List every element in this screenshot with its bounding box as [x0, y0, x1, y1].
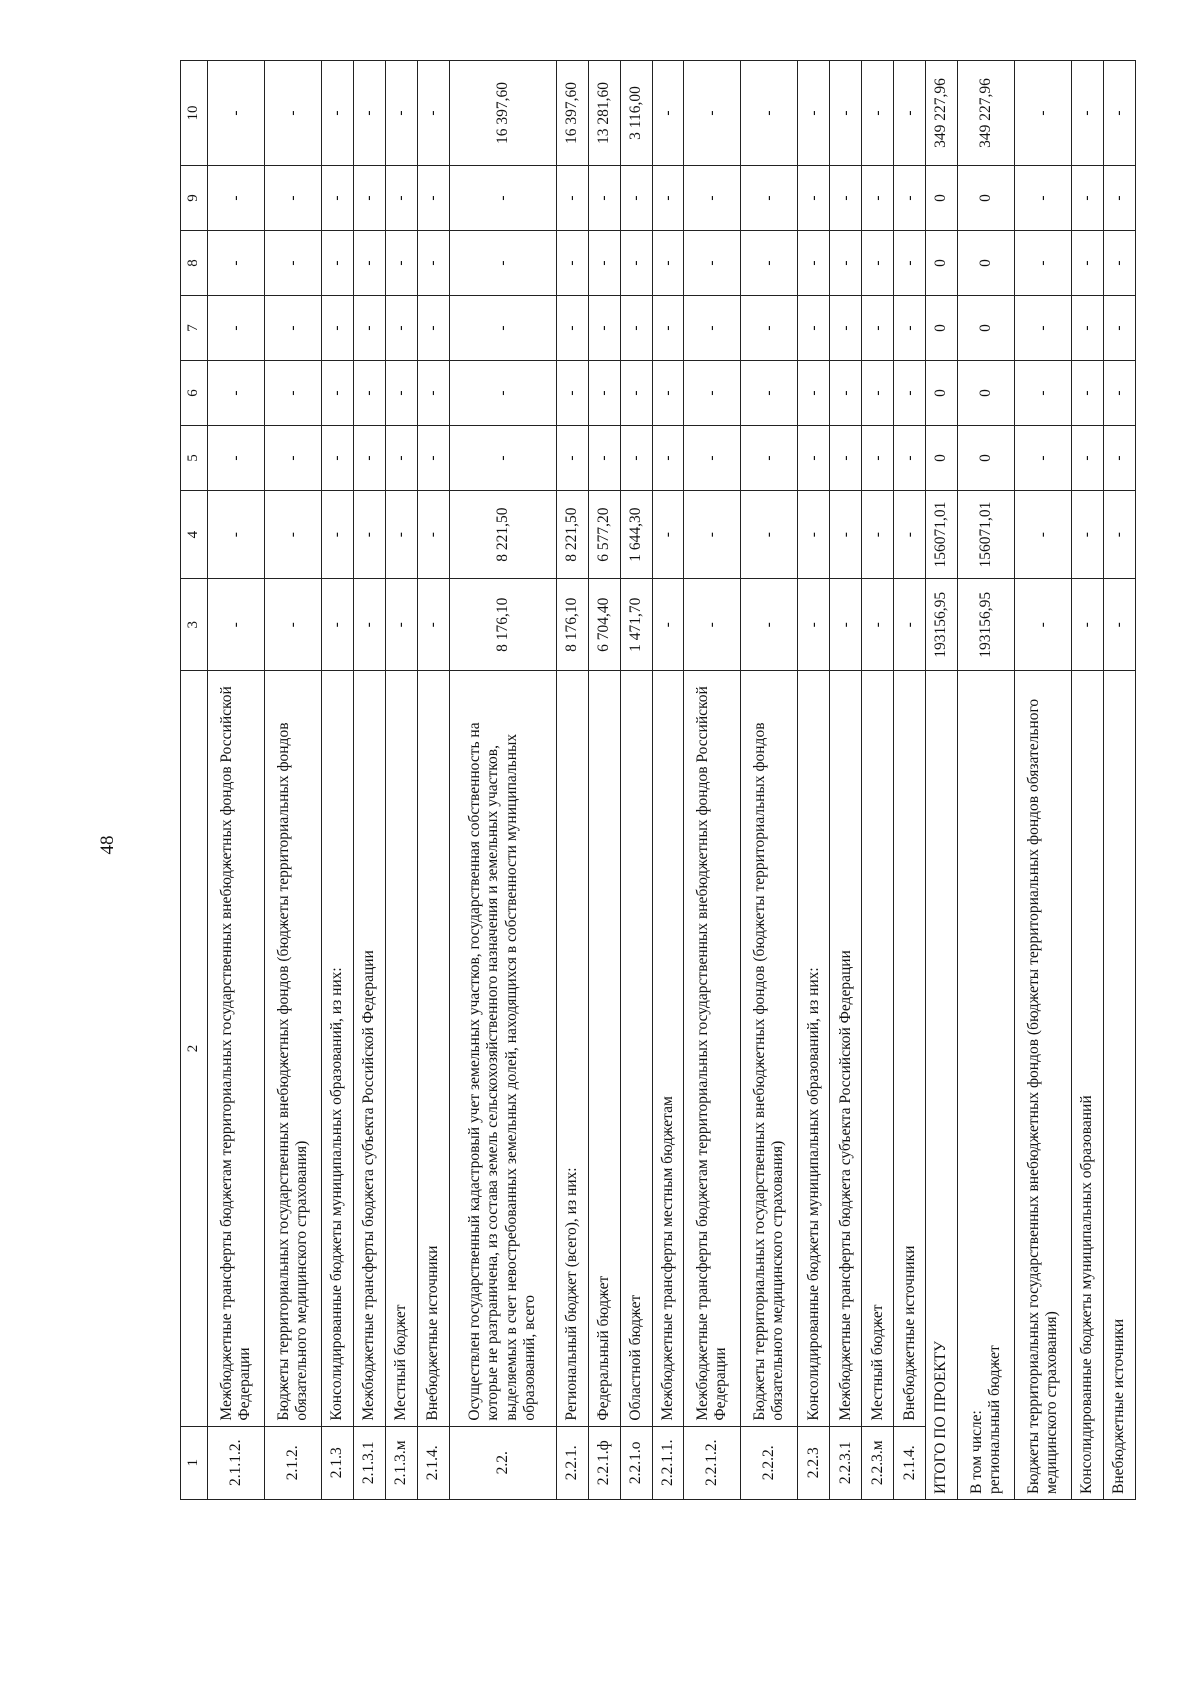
table-row [620, 61, 652, 1500]
value-cell: - [556, 165, 588, 230]
value-cell: - [1103, 61, 1135, 166]
row-description: Внебюджетные источники [417, 671, 449, 1426]
table-row [798, 61, 830, 1500]
row-description: Консолидированные бюджеты муниципальных образований, из них: [798, 671, 830, 1426]
value-cell: - [1015, 426, 1072, 491]
value-cell: - [830, 61, 862, 166]
value-cell: - [1072, 491, 1104, 579]
value-cell: - [385, 579, 417, 671]
value-cell: - [620, 296, 652, 361]
value-cell: - [588, 165, 620, 230]
value-cell: - [1103, 579, 1135, 671]
value-cell: 1 471,70 [620, 579, 652, 671]
total-row-description: Бюджеты территориальных государственных внебюджетных фондов (бюджеты территориальных фондов обязательного медицинского страхования) [1015, 671, 1072, 1500]
value-cell: - [684, 296, 741, 361]
value-cell: - [264, 165, 321, 230]
value-cell: 349 227,96 [958, 61, 1015, 166]
value-cell: - [862, 361, 894, 426]
table-row [208, 61, 265, 1500]
value-cell: - [894, 230, 926, 295]
value-cell: - [830, 491, 862, 579]
value-cell: 0 [926, 361, 958, 426]
value-cell: - [684, 165, 741, 230]
row-description: Консолидированные бюджеты муниципальных образований, из них: [321, 671, 353, 1426]
value-cell: - [556, 426, 588, 491]
value-cell: - [385, 426, 417, 491]
value-cell: - [652, 61, 684, 166]
value-cell: - [741, 426, 798, 491]
value-cell: 8 176,10 [449, 579, 556, 671]
value-cell: 0 [958, 426, 1015, 491]
value-cell: - [652, 361, 684, 426]
value-cell: - [620, 165, 652, 230]
row-code: 2.1.2. [264, 1426, 321, 1499]
value-cell: - [1015, 61, 1072, 166]
value-cell: - [264, 61, 321, 166]
value-cell: - [684, 579, 741, 671]
total-row-description: Консолидированные бюджеты муниципальных образований [1072, 671, 1104, 1500]
value-cell: - [556, 296, 588, 361]
value-cell: - [385, 165, 417, 230]
value-cell: - [1015, 296, 1072, 361]
value-cell: - [264, 491, 321, 579]
value-cell: - [830, 361, 862, 426]
value-cell: - [417, 426, 449, 491]
value-cell: - [652, 165, 684, 230]
budget-table-container [180, 60, 1136, 1500]
row-description: Бюджеты территориальных государственных внебюджетных фондов (бюджеты территориальных фондов обязательного медицинского страхования) [741, 671, 798, 1426]
value-cell: - [620, 426, 652, 491]
value-cell: - [830, 296, 862, 361]
row-description: Межбюджетные трансферты бюджета субъекта Российской Федерации [830, 671, 862, 1426]
row-code: 2.2.1.о [620, 1426, 652, 1499]
value-cell: 0 [958, 296, 1015, 361]
value-cell: - [684, 230, 741, 295]
value-cell: - [1072, 230, 1104, 295]
value-cell: - [1072, 426, 1104, 491]
value-cell: - [830, 230, 862, 295]
value-cell: - [1015, 491, 1072, 579]
table-row [385, 61, 417, 1500]
value-cell: - [1072, 61, 1104, 166]
column-header: 9 [181, 165, 208, 230]
value-cell: - [1103, 230, 1135, 295]
value-cell: - [862, 61, 894, 166]
value-cell: 0 [926, 230, 958, 295]
value-cell: - [449, 426, 556, 491]
row-description: Областной бюджет [620, 671, 652, 1426]
total-row [1103, 61, 1135, 1500]
total-row [958, 61, 1015, 1500]
value-cell: 193156,95 [926, 579, 958, 671]
value-cell: 6 577,20 [588, 491, 620, 579]
row-code: 2.2.3 [798, 1426, 830, 1499]
value-cell: - [208, 361, 265, 426]
value-cell: 0 [958, 165, 1015, 230]
value-cell: - [264, 426, 321, 491]
value-cell: 3 116,00 [620, 61, 652, 166]
value-cell: - [264, 579, 321, 671]
value-cell: - [798, 61, 830, 166]
value-cell: - [208, 165, 265, 230]
total-row [1015, 61, 1072, 1500]
value-cell: - [684, 426, 741, 491]
value-cell: - [417, 296, 449, 361]
column-header: 8 [181, 230, 208, 295]
row-description: Местный бюджет [862, 671, 894, 1426]
table-row [556, 61, 588, 1500]
column-header: 7 [181, 296, 208, 361]
value-cell: - [321, 230, 353, 295]
value-cell: - [652, 426, 684, 491]
value-cell: - [208, 61, 265, 166]
row-description: Межбюджетные трансферты бюджета субъекта Российской Федерации [353, 671, 385, 1426]
value-cell: - [620, 361, 652, 426]
table-row [264, 61, 321, 1500]
row-code: 2.2.3.1 [830, 1426, 862, 1499]
value-cell: - [1103, 296, 1135, 361]
value-cell: - [741, 491, 798, 579]
row-code: 2.1.4. [894, 1426, 926, 1499]
row-code: 2.1.3.1 [353, 1426, 385, 1499]
value-cell: - [353, 296, 385, 361]
column-header: 10 [181, 61, 208, 166]
value-cell: - [798, 296, 830, 361]
value-cell: - [417, 361, 449, 426]
value-cell: - [208, 426, 265, 491]
value-cell: - [264, 296, 321, 361]
value-cell: 1 644,30 [620, 491, 652, 579]
value-cell: - [652, 579, 684, 671]
value-cell: - [417, 491, 449, 579]
value-cell: - [321, 61, 353, 166]
total-row-description: В том числе: региональный бюджет [958, 671, 1015, 1500]
value-cell: - [556, 361, 588, 426]
value-cell: - [830, 426, 862, 491]
total-row [1072, 61, 1104, 1500]
value-cell: - [862, 491, 894, 579]
value-cell: - [684, 61, 741, 166]
value-cell: - [321, 361, 353, 426]
value-cell: - [449, 361, 556, 426]
table-row [830, 61, 862, 1500]
row-code: 2.1.1.2. [208, 1426, 265, 1499]
value-cell: - [588, 296, 620, 361]
value-cell: - [741, 230, 798, 295]
row-description: Федеральный бюджет [588, 671, 620, 1426]
row-description: Межбюджетные трансферты местным бюджетам [652, 671, 684, 1426]
value-cell: - [1015, 579, 1072, 671]
value-cell: - [894, 491, 926, 579]
row-code: 2.2.1.1. [652, 1426, 684, 1499]
value-cell: - [894, 361, 926, 426]
value-cell: - [588, 230, 620, 295]
row-description: Межбюджетные трансферты бюджетам территориальных государственных внебюджетных фондов Российской Федерации [208, 671, 265, 1426]
value-cell: - [620, 230, 652, 295]
value-cell: - [321, 296, 353, 361]
table-row [894, 61, 926, 1500]
value-cell: - [894, 579, 926, 671]
value-cell: - [798, 491, 830, 579]
value-cell: - [862, 165, 894, 230]
value-cell: - [353, 230, 385, 295]
value-cell: - [741, 165, 798, 230]
value-cell: 193156,95 [958, 579, 1015, 671]
value-cell: - [385, 61, 417, 166]
value-cell: - [1072, 361, 1104, 426]
value-cell: 8 176,10 [556, 579, 588, 671]
value-cell: - [798, 426, 830, 491]
value-cell: - [385, 361, 417, 426]
value-cell: - [894, 165, 926, 230]
value-cell: - [385, 230, 417, 295]
table-row [862, 61, 894, 1500]
value-cell: 0 [926, 165, 958, 230]
value-cell: - [1103, 426, 1135, 491]
value-cell: - [588, 426, 620, 491]
column-header: 5 [181, 426, 208, 491]
value-cell: - [208, 491, 265, 579]
value-cell: - [798, 361, 830, 426]
value-cell: - [862, 230, 894, 295]
value-cell: - [862, 296, 894, 361]
value-cell: - [417, 61, 449, 166]
row-code: 2.2.1.ф [588, 1426, 620, 1499]
total-row-description: Внебюджетные источники [1103, 671, 1135, 1500]
value-cell: - [264, 230, 321, 295]
table-row [321, 61, 353, 1500]
row-description: Местный бюджет [385, 671, 417, 1426]
value-cell: 0 [958, 230, 1015, 295]
value-cell: - [321, 426, 353, 491]
row-description: Межбюджетные трансферты бюджетам территориальных государственных внебюджетных фондов Российской Федерации [684, 671, 741, 1426]
value-cell: - [1103, 491, 1135, 579]
value-cell: - [741, 579, 798, 671]
value-cell: 8 221,50 [556, 491, 588, 579]
value-cell: - [208, 296, 265, 361]
value-cell: - [417, 165, 449, 230]
value-cell: - [264, 361, 321, 426]
table-row [741, 61, 798, 1500]
value-cell: - [894, 426, 926, 491]
table-row [652, 61, 684, 1500]
value-cell: - [1072, 579, 1104, 671]
value-cell: - [684, 361, 741, 426]
table-row [449, 61, 556, 1500]
value-cell: - [798, 230, 830, 295]
value-cell: - [588, 361, 620, 426]
value-cell: 16 397,60 [556, 61, 588, 166]
row-code: 2.2.1. [556, 1426, 588, 1499]
table-row [684, 61, 741, 1500]
row-description: Бюджеты территориальных государственных внебюджетных фондов (бюджеты территориальных фондов обязательного медицинского страхования) [264, 671, 321, 1426]
value-cell: - [353, 426, 385, 491]
table-row [417, 61, 449, 1500]
column-header: 6 [181, 361, 208, 426]
value-cell: - [741, 361, 798, 426]
value-cell: - [449, 230, 556, 295]
value-cell: - [385, 491, 417, 579]
value-cell: - [894, 296, 926, 361]
row-code: 2.1.3.м [385, 1426, 417, 1499]
header-row [181, 61, 208, 1500]
value-cell: - [894, 61, 926, 166]
value-cell: - [1103, 361, 1135, 426]
value-cell: - [1072, 165, 1104, 230]
value-cell: - [353, 61, 385, 166]
value-cell: - [830, 165, 862, 230]
value-cell: - [652, 230, 684, 295]
value-cell: 8 221,50 [449, 491, 556, 579]
total-row [926, 61, 958, 1500]
value-cell: - [417, 230, 449, 295]
value-cell: 349 227,96 [926, 61, 958, 166]
value-cell: - [741, 61, 798, 166]
row-description: Внебюджетные источники [894, 671, 926, 1426]
value-cell: - [1015, 230, 1072, 295]
value-cell: - [449, 296, 556, 361]
value-cell: 16 397,60 [449, 61, 556, 166]
value-cell: - [1015, 165, 1072, 230]
row-code: 2.2.3.м [862, 1426, 894, 1499]
value-cell: 0 [926, 296, 958, 361]
value-cell: - [652, 296, 684, 361]
value-cell: - [1015, 361, 1072, 426]
value-cell: - [353, 361, 385, 426]
page-number: 48 [97, 835, 118, 855]
value-cell: - [741, 296, 798, 361]
value-cell: 156071,01 [926, 491, 958, 579]
table-body [208, 61, 1136, 1500]
column-header: 2 [181, 671, 208, 1426]
value-cell: - [556, 230, 588, 295]
row-code: 2.2.2. [741, 1426, 798, 1499]
value-cell: - [862, 426, 894, 491]
value-cell: - [862, 579, 894, 671]
row-code: 2.1.4. [417, 1426, 449, 1499]
column-header: 3 [181, 579, 208, 671]
value-cell: - [830, 579, 862, 671]
row-code: 2.2. [449, 1426, 556, 1499]
total-row-description: ИТОГО ПО ПРОЕКТУ [926, 671, 958, 1500]
value-cell: - [449, 165, 556, 230]
row-code: 2.1.3 [321, 1426, 353, 1499]
column-header: 4 [181, 491, 208, 579]
value-cell: 156071,01 [958, 491, 1015, 579]
value-cell: - [208, 230, 265, 295]
value-cell: - [652, 491, 684, 579]
value-cell: 0 [926, 426, 958, 491]
value-cell: - [798, 579, 830, 671]
column-header: 1 [181, 1426, 208, 1499]
value-cell: - [684, 491, 741, 579]
value-cell: 6 704,40 [588, 579, 620, 671]
value-cell: - [798, 165, 830, 230]
value-cell: 0 [958, 361, 1015, 426]
value-cell: - [1103, 165, 1135, 230]
row-code: 2.2.1.2. [684, 1426, 741, 1499]
value-cell: - [353, 491, 385, 579]
value-cell: - [208, 579, 265, 671]
value-cell: 13 281,60 [588, 61, 620, 166]
value-cell: - [353, 579, 385, 671]
table-row [353, 61, 385, 1500]
value-cell: - [321, 579, 353, 671]
value-cell: - [385, 296, 417, 361]
row-description: Осуществлен государственный кадастровый учет земельных участков, государственная собственность на которые не разграничена, из состава земель сельскохозяйственного назначения и земельных участков, выделяемых в счет невостребованных земельных долей, находящихся в собственности муниципальных образований, всего [449, 671, 556, 1426]
value-cell: - [321, 491, 353, 579]
value-cell: - [321, 165, 353, 230]
value-cell: - [1072, 296, 1104, 361]
table-row [588, 61, 620, 1500]
value-cell: - [417, 579, 449, 671]
budget-table [180, 60, 1136, 1500]
row-description: Региональный бюджет (всего), из них: [556, 671, 588, 1426]
value-cell: - [353, 165, 385, 230]
